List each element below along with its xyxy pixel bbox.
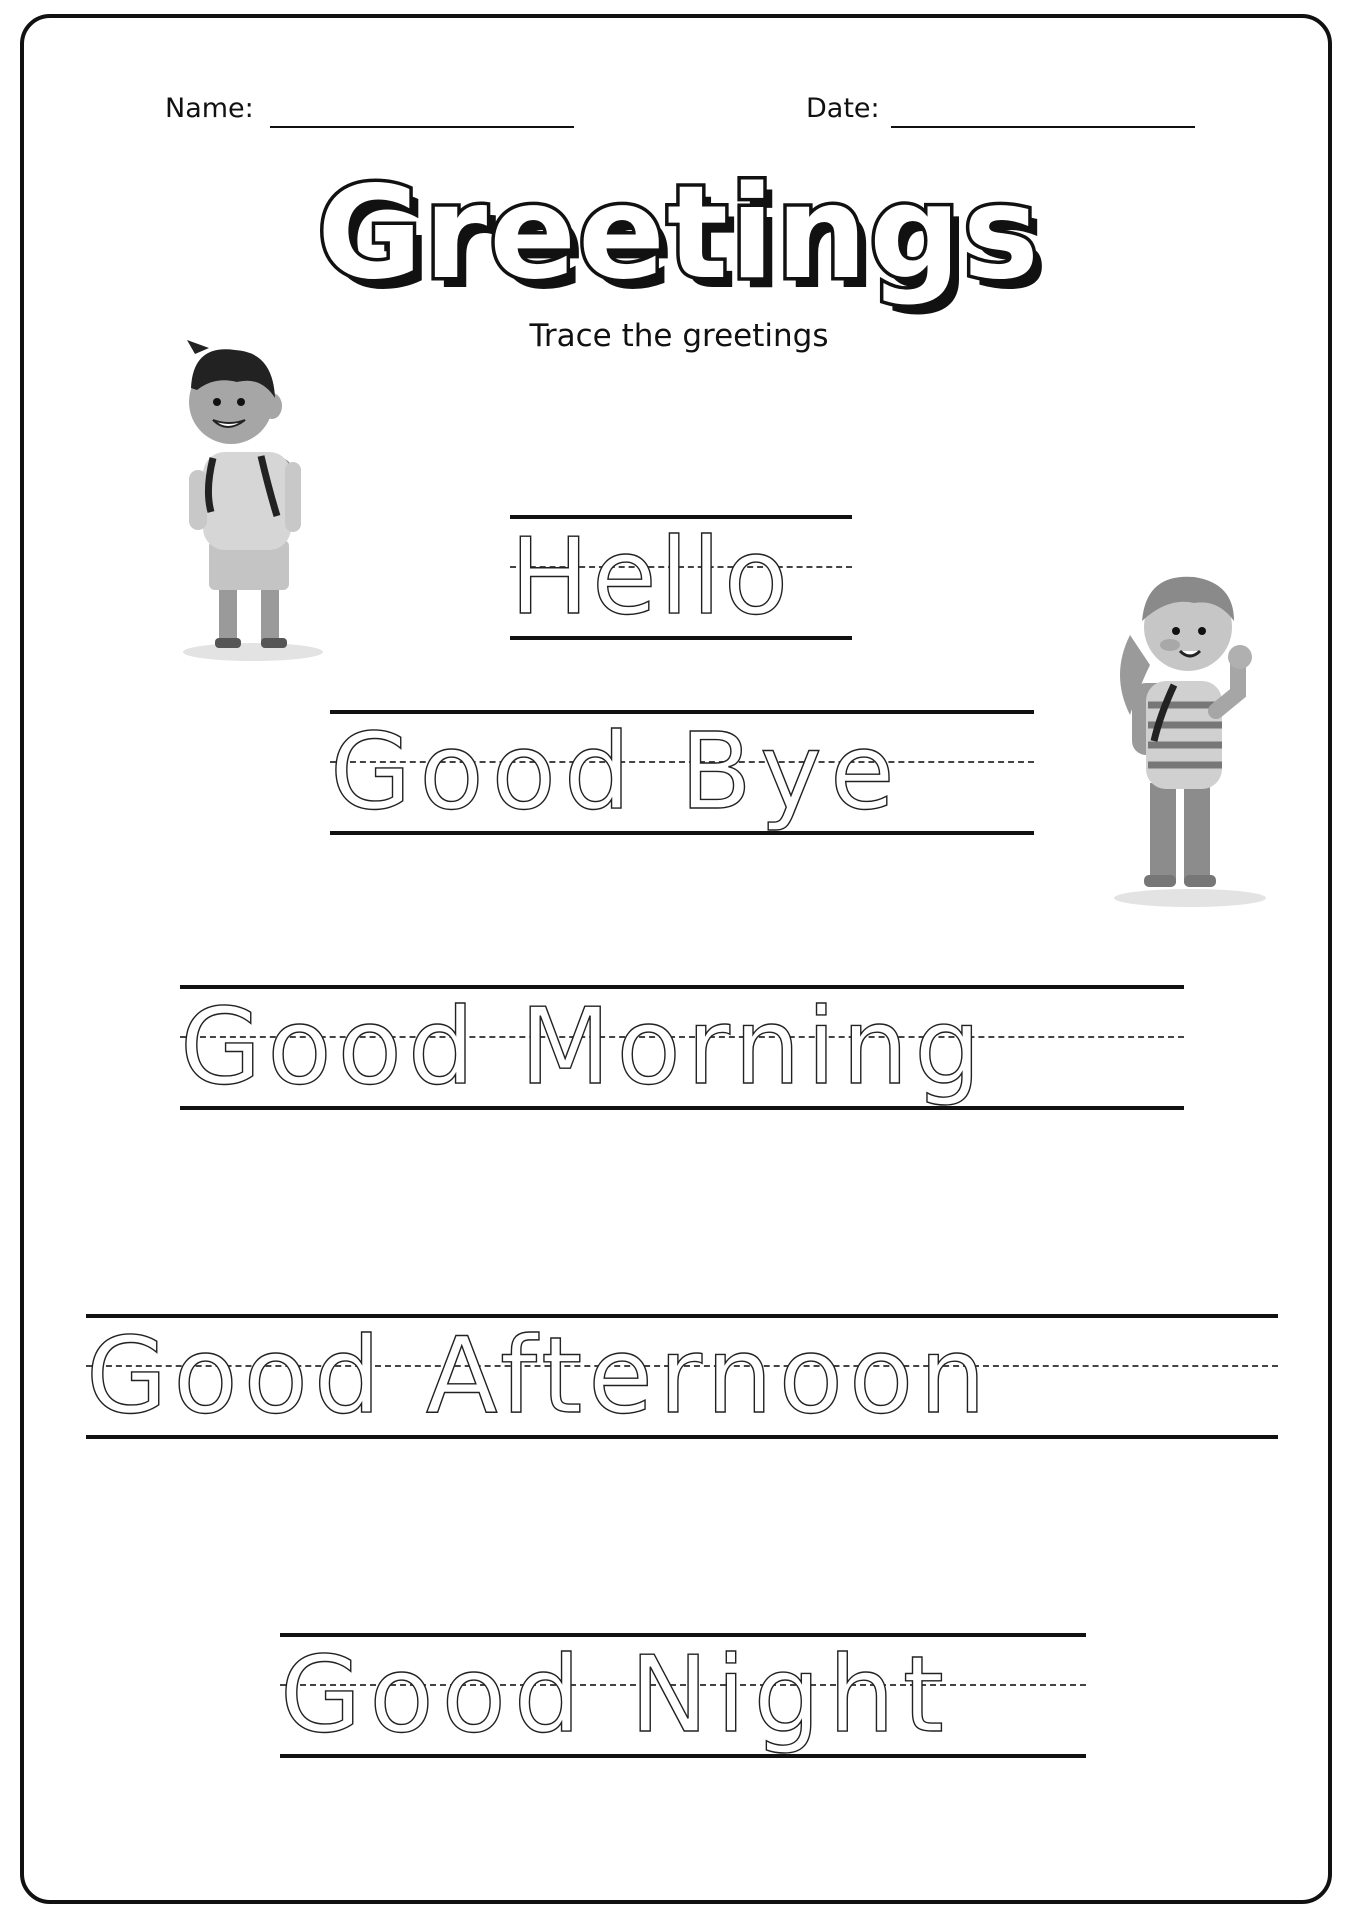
date-field-line[interactable] [891, 126, 1195, 128]
trace-word-good-bye[interactable]: Good Bye [330, 711, 903, 833]
page-title: Greetings [317, 159, 1041, 308]
name-label: Name: [165, 93, 254, 124]
trace-row-good-bye [330, 710, 1034, 835]
page-subtitle: Trace the greetings [529, 318, 829, 354]
girl-illustration [1110, 565, 1270, 910]
trace-row-good-morning [180, 985, 1184, 1110]
name-field-line[interactable] [270, 126, 574, 128]
date-label: Date: [806, 93, 880, 124]
trace-row-good-night [280, 1633, 1086, 1758]
trace-word-good-morning[interactable]: Good Morning [180, 986, 987, 1108]
boy-illustration [175, 340, 325, 665]
trace-row-hello [510, 515, 852, 640]
trace-row-good-afternoon [86, 1314, 1278, 1439]
trace-word-good-afternoon[interactable]: Good Afternoon [86, 1315, 992, 1437]
trace-word-good-night[interactable]: Good Night [280, 1634, 952, 1756]
trace-word-hello[interactable]: Hello [510, 516, 792, 638]
